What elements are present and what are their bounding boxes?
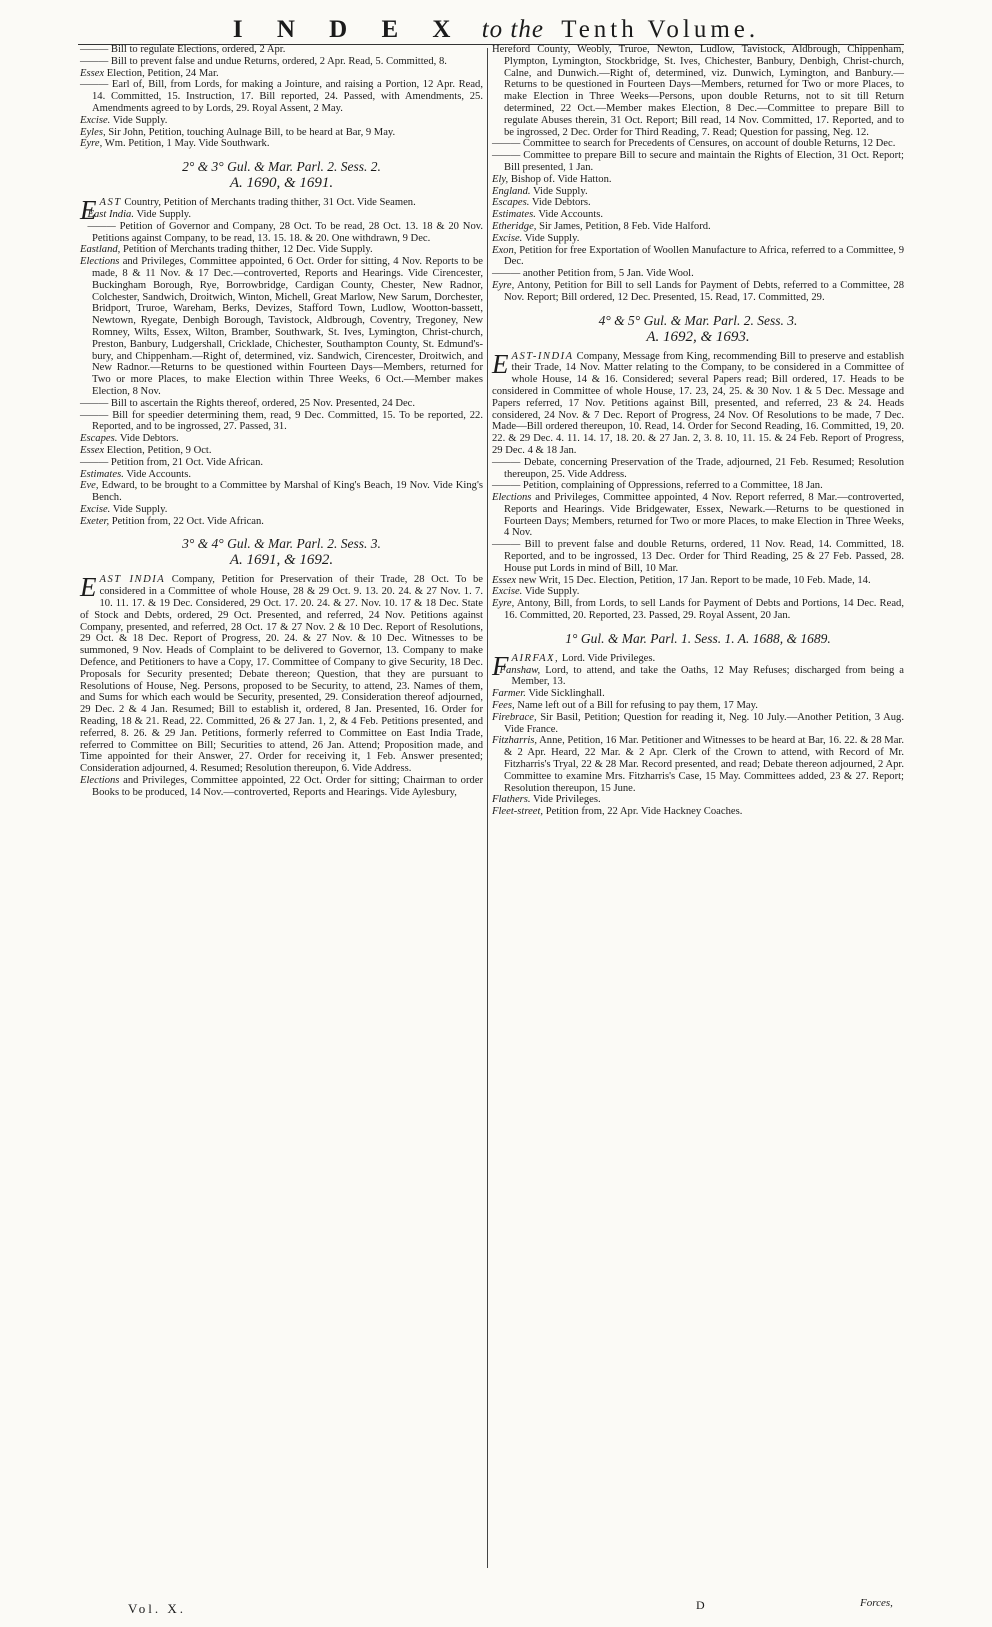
session-title: 4° & 5° Gul. & Mar. Parl. 2. Sess. 3. xyxy=(598,312,798,328)
entry-keyword: East India. xyxy=(87,208,134,220)
entry-keyword: Essex xyxy=(492,574,517,586)
index-entry xyxy=(492,735,904,794)
entry-keyword: Fitzharris, xyxy=(492,735,538,747)
index-entry xyxy=(492,268,904,280)
entry-text: new Writ, 15 Dec. Election, Petition, 17 Jan. Report to be made, 10 Feb. Made, 14. xyxy=(518,574,871,586)
session-heading xyxy=(80,536,483,568)
index-entry xyxy=(80,398,483,410)
entry-keyword: ——— xyxy=(80,409,109,421)
session-title: 1° Gul. & Mar. Parl. 1. Sess. 1. A. 1688, & 1689. xyxy=(565,630,831,646)
entry-text: Lord. Vide Privileges. xyxy=(561,652,656,664)
index-entry xyxy=(492,539,904,574)
entry-keyword: AIRFAX, xyxy=(511,652,560,664)
index-entry xyxy=(492,221,904,233)
index-entry xyxy=(492,348,904,457)
entry-text: Bill to prevent false and undue Returns, ordered, 2 Apr. Read, 5. Committed, 8. xyxy=(110,55,447,67)
drop-initial: F xyxy=(492,650,509,681)
entry-keyword: Escapes. xyxy=(80,433,118,445)
entry-keyword: Fees, xyxy=(492,700,515,712)
entry-text: Bill to prevent false and double Returns, ordered, 11 Nov. Read, 14. Committed, 18. Reported, and to be ingrossed, 13 Dec. Order for Third Reading, 25 & 27 Feb. Passed, 28. House put Lords in mind of Bill, 10 Mar. xyxy=(504,539,904,574)
index-entry xyxy=(492,174,904,186)
entry-text: Earl of, Bill, from Lords, for making a Jointure, and raising a Portion, 12 Apr. Read, 14. Committed, 15. Instruction, 17. Bill reported, 24. Passed, with Amendments, 25. Amendments agreed to by Lords, 29. Royal Assent, 2 May. xyxy=(92,79,483,114)
index-entry xyxy=(492,245,904,269)
entry-keyword: ——— xyxy=(80,79,109,91)
index-entry xyxy=(492,492,904,539)
drop-initial: E xyxy=(492,348,509,379)
header-to-the: to the xyxy=(481,16,544,43)
entry-text: Petition for free Exportation of Woollen Manufacture to Africa, referred to a Committee, 9 Dec. xyxy=(504,244,904,268)
index-entry xyxy=(80,445,483,457)
entry-text: Petition of Merchants trading thither, 12 Dec. Vide Supply. xyxy=(122,244,373,256)
entry-text: Vide Accounts. xyxy=(538,209,604,221)
entry-keyword: Essex xyxy=(80,444,105,456)
index-entry xyxy=(492,586,904,598)
index-entry xyxy=(492,480,904,492)
entry-keyword: Ely, xyxy=(492,173,509,185)
entry-text: Petition of Governor and Company, 28 Oct. To be read, 28 Oct. 13. 18 & 20 Nov. Petitions against Company, to be read, 13. 15. 18. & 20. One withdrawn, 9 Dec. xyxy=(92,220,483,244)
header-volume: Tenth Volume. xyxy=(561,16,760,43)
index-entry xyxy=(80,775,483,799)
entry-keyword: Excise. xyxy=(80,114,111,126)
index-entry xyxy=(80,574,483,775)
entry-text: Election, Petition, 9 Oct. xyxy=(106,444,212,456)
index-entry xyxy=(80,138,483,150)
entry-keyword: AST INDIA xyxy=(99,574,166,586)
index-entry xyxy=(492,598,904,622)
entry-keyword: England. xyxy=(492,185,531,197)
index-entry xyxy=(492,209,904,221)
entry-text: Vide Supply. xyxy=(136,208,192,220)
index-entry xyxy=(80,480,483,504)
session-heading xyxy=(80,159,483,191)
entry-keyword: Farmer. xyxy=(492,688,526,700)
entry-keyword: Eastland, xyxy=(80,244,121,256)
entry-keyword: ——— xyxy=(492,138,521,150)
entry-keyword: Excise. xyxy=(492,232,523,244)
entry-keyword: Firebrace, xyxy=(492,711,537,723)
index-entry xyxy=(492,575,904,587)
entry-keyword: ——— xyxy=(80,456,109,468)
entry-text: Wm. Petition, 1 May. Vide Southwark. xyxy=(104,138,270,150)
drop-initial: E xyxy=(80,195,97,226)
entry-text: Bill for speedier determining them, read, 9 Dec. Committed, 15. To be reported, 22. Reported, and to be ingrossed, 27. Passed, 31. xyxy=(92,409,484,433)
column-divider xyxy=(487,48,488,1568)
entry-text: Sir James, Petition, 8 Feb. Vide Halford. xyxy=(539,220,711,232)
index-entry xyxy=(492,665,904,689)
entry-text: Debate, concerning Preservation of the Trade, adjourned, 21 Feb. Resumed; Resolution thereupon, 25. Vide Address. xyxy=(504,456,904,480)
entry-keyword: Exon, xyxy=(492,244,517,256)
entry-text: Petition from, 22 Apr. Vide Hackney Coaches. xyxy=(545,806,743,818)
entry-text: Anne, Petition, 16 Mar. Petitioner and Witnesses to be heard at Bar, 16. 22. & 28 Mar. & 2 Apr. Heard, 22 Mar. & 2 Apr. Clerk of the Crown to attend, with Record of Mr. Fitzharris's Tryal, 22 & 28 Mar. Record presented, and read; Debate thereon adjourned, 2 Apr. Committee to examine Mrs. Fitzharris's Case, 15 May. Committees added, 23 & 27. Report; Resolution thereupon, 15 June. xyxy=(504,735,904,794)
entry-text: Petition, complaining of Oppressions, referred to a Committee, 18 Jan. xyxy=(522,480,823,492)
entry-text: Sir Basil, Petition; Question for reading it, Neg. 10 July.—Another Petition, 3 Aug. Vide France. xyxy=(504,711,904,735)
entry-text: Vide Accounts. xyxy=(126,468,192,480)
entry-keyword: ——— xyxy=(492,456,521,468)
entry-keyword: Estimates. xyxy=(492,209,536,221)
entry-keyword: Elections xyxy=(492,492,532,504)
entry-keyword: Eyles, xyxy=(80,126,106,138)
index-entry xyxy=(80,56,483,68)
entry-text: Election, Petition, 24 Mar. xyxy=(106,67,219,79)
entry-keyword: Excise. xyxy=(80,503,111,515)
index-entry xyxy=(492,197,904,209)
index-entry xyxy=(492,233,904,245)
session-year: A. 1691, & 1692. xyxy=(229,552,334,569)
entry-text: Vide Privileges. xyxy=(533,794,601,806)
right-column xyxy=(492,44,904,818)
entry-keyword: ——— xyxy=(87,220,116,232)
entry-text: Vide Debtors. xyxy=(531,197,591,209)
index-entry xyxy=(492,688,904,700)
entry-text: and Privileges, Committee appointed, 22 Oct. Order for sitting; Chairman to order Books to be produced, 14 Nov.—controverted, Reports and Hearings. Vide Aylesbury, xyxy=(92,775,483,798)
entry-keyword: ——— xyxy=(80,44,109,55)
index-entry xyxy=(80,256,483,398)
entry-text: Antony, Petition for Bill to sell Lands for Payment of Debts, referred to a Committee, 28 Nov. Report; Bill ordered, 12 Dec. Presented, 15. Read, 17. Committed, 29. xyxy=(504,279,904,303)
entry-keyword: Essex xyxy=(80,67,105,79)
entry-text: Petition from, 22 Oct. Vide African. xyxy=(111,515,264,527)
entry-keyword: ——— xyxy=(492,150,521,162)
entry-text: Vide Supply. xyxy=(112,114,168,126)
entry-text: Country, Petition of Merchants trading thither, 31 Oct. Vide Seamen. xyxy=(124,197,416,209)
entry-keyword: Eve, xyxy=(80,480,99,492)
entry-text: Lord, to attend, and take the Oaths, 12 May Refuses; discharged from being a Member, 13. xyxy=(511,664,904,688)
entry-text: Committee to search for Precedents of Censures, on account of double Returns, 12 Dec. xyxy=(522,138,896,150)
index-entry xyxy=(80,44,483,56)
entry-keyword: Etheridge, xyxy=(492,220,537,232)
index-entry xyxy=(492,700,904,712)
entry-keyword: Eyre, xyxy=(80,138,103,150)
index-entry xyxy=(492,280,904,304)
index-entry xyxy=(80,504,483,516)
index-entry xyxy=(492,150,904,174)
session-title: 3° & 4° Gul. & Mar. Parl. 2. Sess. 3. xyxy=(182,536,381,552)
session-title: 2° & 3° Gul. & Mar. Parl. 2. Sess. 2. xyxy=(182,159,381,175)
entry-text: Antony, Bill, from Lords, to sell Lands for Payment of Debts and Portions, 14 Dec. Read, 16. Committed, 20. Reported, 23. Passed, 29. Royal Assent, 20 Jan. xyxy=(504,598,904,622)
index-entry xyxy=(492,794,904,806)
entry-text: Company, Petition for Preservation of their Trade, 28 Oct. To be considered in a Committee of whole House, 28 & 29 Oct. 9. 13. 20. 24. & 27 Nov. 1. 7. 10. 11. 17. & 19 Dec. Considered, 29 Oct. 17. 20. 24. & 27. Nov. 10. 17 & 18 Dec. State of Stock and Debts, ordered, 29 Oct. Presented, and referred, 24 Nov. Petitions against Company, presented, and referred, 28 Oct. 17 & 27 Nov. 2 & 10 Dec. Report of Resolutions, 29 Oct. & 18 Dec. Report of Progress, 20. 24. & 27 Nov. & 10 Dec. Witnesses to be summoned, 9 Nov. Heads of Complaint to be delivered to Governor, 13. Company to make Defence, and Petitioners to have a Copy, 17. Committee of Company to give Security, 18 Dec. Proposals for Security presented; Debate thereon; Question, that they are pursuant to Resolutions of House, Neg. Persons, proposed to be Security, to attend, 23. Names of them, and Sums for which each would be Security, presented, 29. Consideration thereof adjourned, 29 Dec. 2 & 4 Jan. Resumed; Bill to establish it, ordered, 8 Jan. Presented, 16. Order for Reading, 18 & 21. Read, 22. Committed, 26 & 27 Jan. 1, 2, & 4 Feb. Petitions presented, and referred, 8. 26. & 29 Jan. Petitions, formerly referred to Committee on East India Trade, referred to Committee on Bill; Securities to attend, 26 Jan. Attend; Proposition made, and Time appointed for their Answer, 27. Order for receiving it, 1 Feb. Answer presented; Consideration adjourned, 4. Resumed; Resolution thereupon, 6. Vide Address. xyxy=(80,574,483,775)
session-year: A. 1692, & 1693. xyxy=(646,328,750,345)
entry-keyword: Escapes. xyxy=(492,197,530,209)
index-entry xyxy=(492,806,904,818)
entry-text: and Privileges, Committee appointed, 4 Nov. Report referred, 8 Mar.—controverted, Reports and Hearings. Vide Bridgewater, Essex, Newark.—Returns to be questioned in Fourteen Days; Members, returned for Two or more Places, to make Election in Three Weeks, 4 Nov. xyxy=(504,492,904,539)
index-entry xyxy=(80,244,483,256)
entry-text: Edward, to be brought to a Committee by Marshal of King's Beach, 19 Nov. Vide King's Bench. xyxy=(92,480,483,504)
entry-keyword: ——— xyxy=(492,268,521,280)
drop-initial: E xyxy=(80,572,97,603)
entry-text: Bill to regulate Elections, ordered, 2 Apr. xyxy=(110,44,286,55)
index-entry xyxy=(492,138,904,150)
index-entry xyxy=(80,433,483,445)
footer-volume: Vol. X. xyxy=(128,1601,186,1616)
entry-text: Vide Supply. xyxy=(524,586,580,598)
index-entry xyxy=(80,221,483,245)
footer-signature: D xyxy=(696,1598,705,1612)
entry-text: Petition from, 21 Oct. Vide African. xyxy=(110,456,264,468)
entry-text: another Petition from, 5 Jan. Vide Wool. xyxy=(522,268,694,280)
entry-keyword: ——— xyxy=(492,539,521,551)
entry-keyword: Elections xyxy=(80,256,120,268)
entry-text: Hereford County, Weobly, Truroe, Newton, Ludlow, Tavistock, Aldbrough, Chippenham, Plympton, Lymington, Stockbridge, St. Ives, Chichester, Banbury, Denbigh, Christ-church, Calne, and Dunwich.—Right of, determined, viz. Dunwich, Lymington, and Banbury.—Returns to be questioned in Fourteen Days—Members, returned for Two or more Places, to make Election in Three Weeks—Persons, upon double Returns, not to sit till Return determined, 22 Oct.—Member makes Election, 8 Dec.—Committee to prepare Bill to regulate Abuses therein, 31 Oct. Report; Bill read, 14 Nov. Committed, 17. Reported, and to be ingrossed, 2 Dec. Order for Third Reading, 7. Read; Question for passing, Neg. 12. xyxy=(492,44,904,138)
index-entry xyxy=(80,115,483,127)
entry-text: Bishop of. Vide Hatton. xyxy=(510,173,612,185)
page-header xyxy=(0,16,992,44)
entry-keyword: ——— xyxy=(80,397,109,409)
index-entry xyxy=(80,68,483,80)
entry-text: Vide Supply. xyxy=(524,232,580,244)
entry-text: Name left out of a Bill for refusing to pay them, 17 May. xyxy=(517,700,758,712)
entry-text: and Privileges, Committee appointed, 6 Oct. Order for sitting, 4 Nov. Reports to be made, 8 & 11 Nov. & 17 Dec.—controverted, Reports and Hearings. Vide Cirencester, Buckingham Borough, Rye, Borrowbridge, Cardigan County, Chester, New Radnor, Colchester, Sandwich, Droitwich, Winton, Michell, Great Marlow, New Sarum, Dorchester, Bridport, Truroe, Wareham, Berks, Devizes, Stafford Town, Ludlow, Wootton-bassett, Newtown, Ryegate, Denbigh Borough, Tavistock, Aldbrough, Coventry, Tregoney, New Romney, Wilts, Essex, Wilton, Bramber, Southwark, St. Ives, Lymington, Christ-church, Preston, Banbury, Ludgershall, Cricklade, Chichester, Southampton County, St. Edmund's-bury, and Chippenham.—Right of, determined, viz. Sandwich, Cirencester, Droitwich, and New Radnor.—Returns to be questioned within Fourteen Days—Members, returned for Two or more Places, to make Election within Three Weeks, 6 Oct.—Member makes Election, 8 Nov. xyxy=(92,256,483,397)
entry-keyword: Elections xyxy=(80,775,120,787)
entry-text: Committee to prepare Bill to secure and maintain the Rights of Election, 31 Oct. Report; Bill presented, 1 Jan. xyxy=(504,150,904,173)
index-entry xyxy=(80,516,483,528)
entry-keyword: Estimates. xyxy=(80,468,124,480)
index-entry xyxy=(492,186,904,198)
entry-keyword: ——— xyxy=(80,55,109,67)
index-entry xyxy=(80,457,483,469)
index-entry xyxy=(80,79,483,114)
entry-text: Vide Sicklinghall. xyxy=(528,688,605,700)
session-heading xyxy=(492,313,904,345)
entry-keyword: ——— xyxy=(492,480,521,492)
index-entry xyxy=(492,457,904,481)
entry-keyword: AST-INDIA xyxy=(511,350,574,362)
session-year: A. 1690, & 1691. xyxy=(229,175,334,192)
footer-catchword: Forces, xyxy=(860,1597,893,1609)
index-entry xyxy=(492,712,904,736)
index-entry xyxy=(80,410,483,434)
header-index: I N D E X xyxy=(232,16,465,43)
entry-keyword: Eyre, xyxy=(492,279,515,291)
entry-keyword: Eyre, xyxy=(492,598,515,610)
index-entry xyxy=(80,127,483,139)
entry-text: Company, Message from King, recommending Bill to preserve and establish their Trade, 14 Nov. Matter relating to the Company, to be considered in a Committee of whole House, 14 & 16. Considered; several Papers read; Bill ordered, 17. Heads to be considered in Committee of whole House, 17. 23, 24, 25. & 30 Nov. 1 & 5 Dec. Message and Papers referred, 17 Nov. Petitions against Bill, presented, and referred, 23 & 24. Heads considered, 24 Nov. & 7 Dec. Report of Progress, 24 Nov. Of Resolutions to be made, 7 Dec. Made—Bill ordered thereupon, 10. Read, 14. Order for Second Reading, 16. Committed, 19, 20. 22. & 29 Dec. 4. 11. 14. 17, 18. 20. & 27 Jan. 2, 3. 8. 10, 11. 15. & 24 Feb. Report of Progress, 29 Dec. 4 & 18 Jan. xyxy=(492,350,904,456)
index-entry xyxy=(80,209,483,221)
entry-keyword: Fleet-street, xyxy=(492,806,544,818)
entry-text: Bill to ascertain the Rights thereof, ordered, 25 Nov. Presented, 24 Dec. xyxy=(110,397,416,409)
entry-text: Sir John, Petition, touching Aulnage Bill, to be heard at Bar, 9 May. xyxy=(108,126,396,138)
left-column xyxy=(80,44,483,799)
entry-text: Vide Supply. xyxy=(533,185,588,197)
entry-keyword: AST xyxy=(99,197,122,209)
entry-keyword: Flathers. xyxy=(492,794,531,806)
entry-text: Vide Supply. xyxy=(112,503,168,515)
session-heading xyxy=(492,631,904,647)
entry-keyword: Exeter, xyxy=(80,515,110,527)
entry-keyword: Excise. xyxy=(492,586,523,598)
index-entry xyxy=(80,469,483,481)
entry-keyword: Fanshaw, xyxy=(499,664,541,676)
index-entry xyxy=(492,44,904,138)
entry-text: Vide Debtors. xyxy=(119,433,179,445)
